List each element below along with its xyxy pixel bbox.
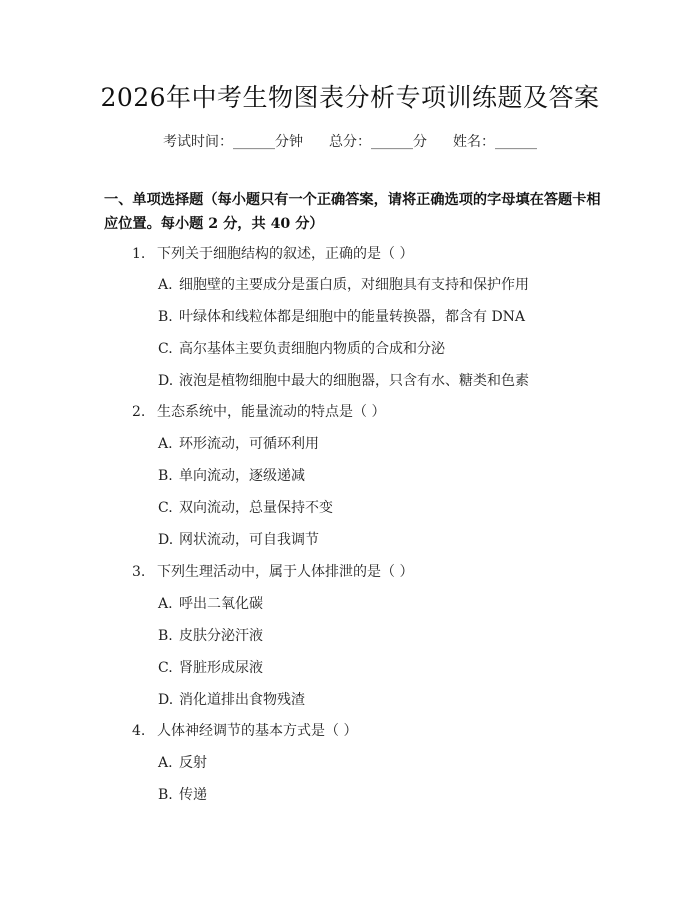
- question-1-option-a: [158, 275, 529, 295]
- question-text: 生态系统中，能量流动的特点是（ ）: [157, 404, 386, 420]
- question-3-option-b: [158, 626, 263, 646]
- question-2-option-d: [158, 530, 319, 550]
- question-3-option-c: [158, 658, 263, 678]
- option-letter: D.: [158, 373, 174, 389]
- option-text: 消化道排出食物残渣: [179, 692, 305, 708]
- question-4: [132, 721, 357, 741]
- option-letter: D.: [158, 532, 174, 548]
- question-4-option-a: [158, 753, 207, 773]
- option-letter: C.: [158, 341, 173, 357]
- question-3-option-d: [158, 690, 305, 710]
- option-letter: C.: [158, 660, 173, 676]
- option-text: 传递: [179, 787, 207, 803]
- option-text: 肾脏形成尿液: [179, 660, 263, 676]
- option-text: 高尔基体主要负责细胞内物质的合成和分泌: [179, 341, 445, 357]
- option-text: 叶绿体和线粒体都是细胞中的能量转换器，都含有 DNA: [179, 309, 526, 325]
- option-letter: B.: [158, 787, 173, 803]
- option-letter: C.: [158, 500, 173, 516]
- option-letter: A.: [158, 277, 173, 293]
- option-letter: B.: [158, 628, 173, 644]
- exam-score: 总分：______分: [329, 134, 427, 150]
- page-title: 2026年中考生物图表分析专项训练题及答案: [100, 83, 600, 112]
- option-letter: A.: [158, 755, 173, 771]
- question-number: 4.: [132, 723, 146, 739]
- option-text: 液泡是植物细胞中最大的细胞器，只含有水、糖类和色素: [179, 373, 529, 389]
- option-letter: A.: [158, 436, 173, 452]
- question-1-option-d: [158, 371, 529, 391]
- option-text: 反射: [179, 755, 207, 771]
- question-text: 人体神经调节的基本方式是（ ）: [157, 723, 358, 739]
- option-letter: A.: [158, 596, 173, 612]
- option-text: 网状流动，可自我调节: [179, 532, 319, 548]
- option-letter: B.: [158, 468, 173, 484]
- question-1-option-c: [158, 339, 445, 359]
- option-text: 皮肤分泌汗液: [179, 628, 263, 644]
- section-heading: 一、单项选择题（每小题只有一个正确答案，请将正确选项的字母填在答题卡相应位置。每小题 2 分，共 40 分）: [104, 192, 601, 232]
- option-text: 双向流动，总量保持不变: [179, 500, 333, 516]
- option-text: 环形流动，可循环利用: [179, 436, 319, 452]
- question-number: 3.: [132, 564, 146, 580]
- question-2: [132, 402, 385, 422]
- question-2-option-a: [158, 434, 319, 454]
- question-2-option-b: [158, 466, 305, 486]
- question-number: 1.: [132, 246, 146, 262]
- option-text: 细胞壁的主要成分是蛋白质，对细胞具有支持和保护作用: [179, 277, 529, 293]
- question-3: [132, 562, 413, 582]
- question-3-option-a: [158, 594, 263, 614]
- question-text: 下列关于细胞结构的叙述，正确的是（ ）: [157, 246, 414, 262]
- question-1: [132, 244, 413, 264]
- exam-meta: [0, 131, 700, 151]
- option-text: 呼出二氧化碳: [179, 596, 263, 612]
- option-text: 单向流动，逐级递减: [179, 468, 305, 484]
- question-number: 2.: [132, 404, 146, 420]
- question-text: 下列生理活动中，属于人体排泄的是（ ）: [157, 564, 414, 580]
- question-4-option-b: [158, 785, 207, 805]
- exam-time: 考试时间：______分钟: [163, 134, 303, 150]
- option-letter: D.: [158, 692, 174, 708]
- option-letter: B.: [158, 309, 173, 325]
- student-name: 姓名：______: [453, 134, 537, 150]
- question-1-option-b: [158, 307, 525, 327]
- question-2-option-c: [158, 498, 333, 518]
